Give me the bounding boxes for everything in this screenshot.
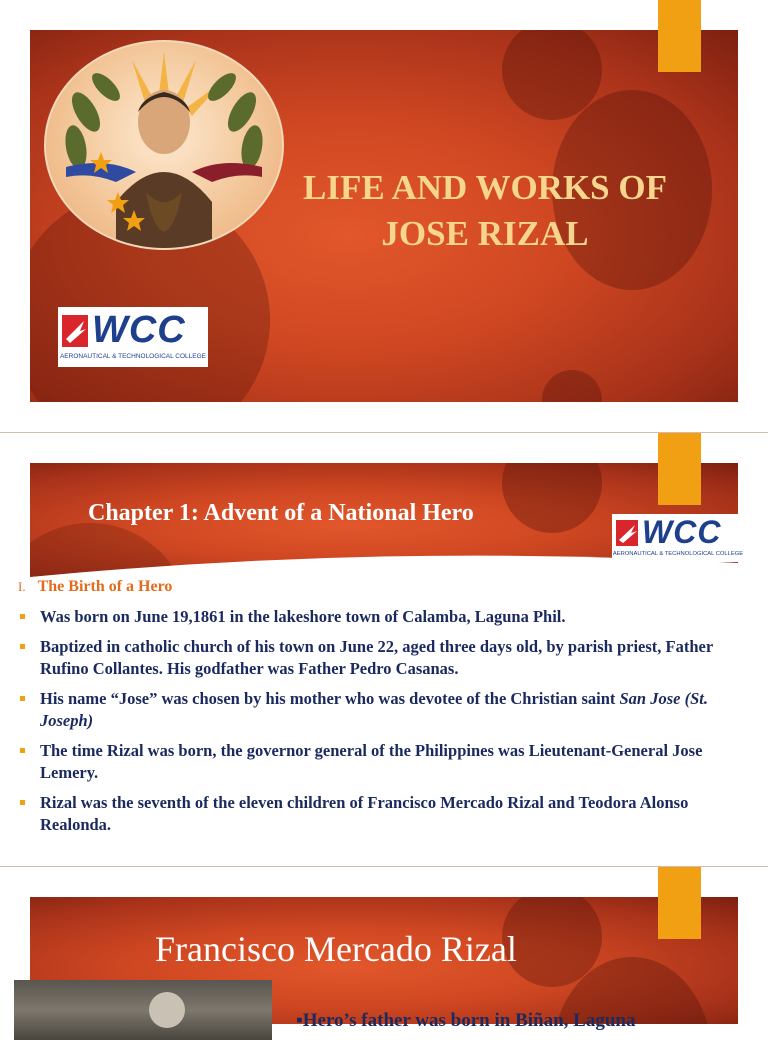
photo-face [149, 992, 185, 1028]
wcc-wordmark: WCC [642, 514, 722, 550]
slide-title [0, 0, 768, 432]
accent-tab [658, 433, 701, 505]
bullet-text: Baptized in catholic church of his town on June 22, aged three days old, by parish priest, Father Rufino Collantes. His godfather was Father Pedro Casanas. [40, 637, 713, 678]
decor-circle [542, 370, 602, 402]
bullet-italic-text: San Jose (St. Joseph) [40, 689, 708, 730]
bullet-square-icon [20, 614, 25, 619]
title-line-1: LIFE AND WORKS OF [303, 168, 667, 207]
bullet-text: The time Rizal was born, the governor general of the Philippines was Lieutenant-General Jose Lemery. [40, 741, 703, 782]
section-heading [18, 578, 172, 596]
list-item [18, 740, 748, 784]
bullet-square-icon [20, 800, 25, 805]
wcc-wing-icon [616, 520, 638, 546]
francisco-text: ▪Hero’s father was born in Biñan, Laguna [296, 1010, 636, 1031]
bullet-text: Was born on June 19,1861 in the lakeshore town of Calamba, Laguna Phil. [40, 607, 566, 626]
bullet-text: Rizal was the seventh of the eleven children of Francisco Mercado Rizal and Teodora Alonso Realonda. [40, 793, 689, 834]
bullet-square-icon [20, 644, 25, 649]
rizal-portrait-medallion [44, 40, 284, 250]
portrait-illustration [46, 42, 282, 248]
francisco-photo [14, 980, 272, 1040]
list-item [18, 688, 748, 732]
bullet-text: His name “Jose” was chosen by his mother who was devotee of the Christian saint [40, 689, 620, 708]
wcc-wordmark: WCC [92, 309, 186, 351]
francisco-title: Francisco Mercado Rizal [155, 929, 517, 969]
presentation-title [255, 165, 715, 257]
wcc-subtitle: AERONAUTICAL & TECHNOLOGICAL COLLEGE [59, 353, 207, 360]
bullet-list [18, 606, 748, 844]
wcc-subtitle: AERONAUTICAL & TECHNOLOGICAL COLLEGE [612, 551, 744, 557]
wcc-wing-icon [62, 315, 88, 347]
title-line-2: JOSE RIZAL [381, 214, 589, 253]
bullet-square-icon [20, 696, 25, 701]
bullet-square-icon [20, 748, 25, 753]
list-item [18, 606, 748, 628]
accent-tab [658, 0, 701, 72]
section-number: I. [18, 579, 26, 594]
chapter-title: Chapter 1: Advent of a National Hero [88, 500, 474, 526]
decor-circle [502, 463, 602, 533]
section-title: The Birth of a Hero [37, 578, 173, 595]
wcc-logo [58, 307, 208, 367]
list-item [18, 792, 748, 836]
list-item [18, 636, 748, 680]
wcc-logo [612, 514, 744, 562]
accent-tab [658, 867, 701, 939]
